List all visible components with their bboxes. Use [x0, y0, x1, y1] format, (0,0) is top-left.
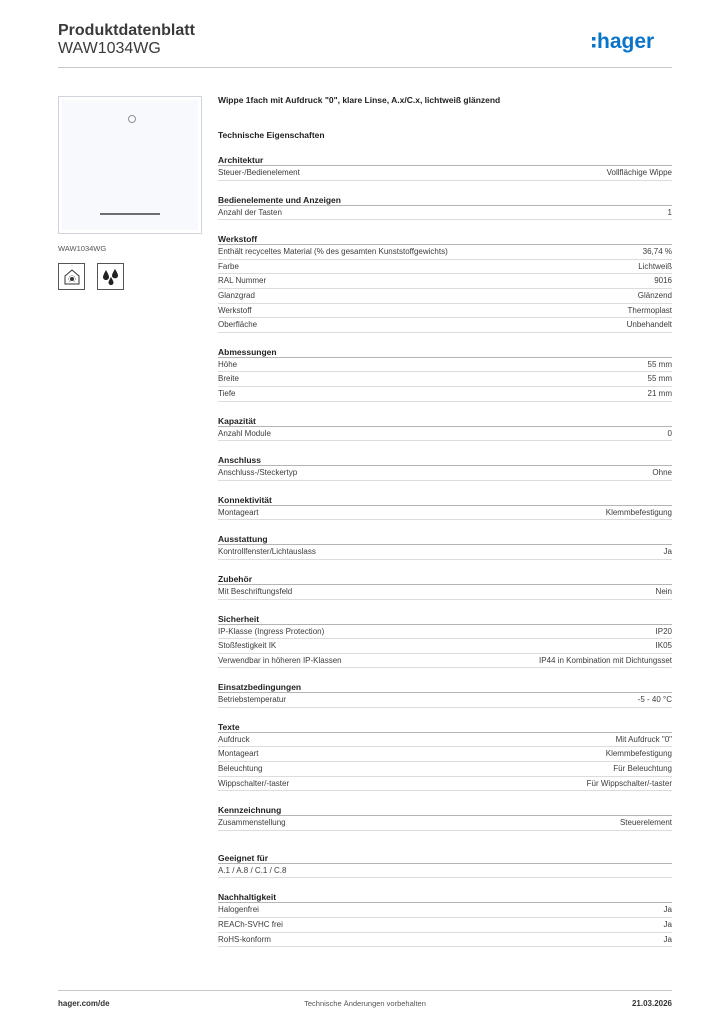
spec-row: [218, 274, 672, 289]
spec-section: [218, 495, 672, 521]
marking-line: [100, 213, 160, 215]
spec-value: 21 mm: [647, 388, 672, 398]
spec-label: Glanzgrad: [218, 290, 255, 300]
spec-value: 1: [667, 207, 672, 217]
spec-value: Mit Aufdruck "0": [615, 734, 672, 744]
spec-section: [218, 574, 672, 600]
spec-label: IP-Klasse (Ingress Protection): [218, 626, 325, 636]
spec-label: Betriebstemperatur: [218, 695, 287, 705]
spec-value: Für Beleuchtung: [613, 764, 672, 774]
page-header: [58, 20, 672, 68]
spec-label: Montageart: [218, 749, 259, 759]
spec-row: [218, 585, 672, 600]
spec-row: [218, 747, 672, 762]
spec-row: [218, 733, 672, 748]
spec-row: [218, 816, 672, 831]
section-title: Konnektivität: [218, 495, 672, 506]
spec-row: [218, 654, 672, 669]
footer-date: 21.03.2026: [631, 999, 672, 1008]
spec-value: 0: [667, 428, 672, 438]
spec-label: Mit Beschriftungsfeld: [218, 586, 293, 596]
spec-row: [218, 387, 672, 402]
spec-section: [218, 347, 672, 402]
section-title: Geeignet für: [218, 853, 672, 864]
product-description: Wippe 1fach mit Aufdruck "0", klare Linse, A.x/C.x, lichtweiß glänzend: [218, 95, 501, 105]
spec-section: [218, 534, 672, 560]
spec-value: 36,74 %: [642, 247, 672, 257]
spec-row: [218, 318, 672, 333]
spec-value: 55 mm: [647, 374, 672, 384]
spec-row: [218, 372, 672, 387]
spec-label: Beleuchtung: [218, 764, 263, 774]
product-image: [58, 96, 202, 234]
spec-label: Aufdruck: [218, 734, 250, 744]
spec-row: [218, 918, 672, 933]
spec-row: [218, 639, 672, 654]
spec-row: [218, 260, 672, 275]
section-title: Ausstattung: [218, 534, 672, 545]
spec-section: [218, 455, 672, 481]
spec-value: Nein: [655, 586, 672, 596]
spec-label: Halogenfrei: [218, 905, 259, 915]
spec-value: IP44 in Kombination mit Dichtungsset: [539, 655, 672, 665]
specifications: [218, 95, 672, 947]
section-title: Zubehör: [218, 574, 672, 585]
section-title: Werkstoff: [218, 234, 672, 245]
water-drops-icon: [97, 263, 124, 290]
spec-row: [218, 166, 672, 181]
spec-label: RoHS-konform: [218, 934, 271, 944]
spec-label: Zusammenstellung: [218, 818, 286, 828]
spec-row: [218, 245, 672, 260]
spec-row: [218, 903, 672, 918]
spec-label: RAL Nummer: [218, 276, 267, 286]
section-title: Kapazität: [218, 416, 672, 427]
spec-value: Klemmbefestigung: [605, 749, 672, 759]
spec-label: Steuer-/Bedienelement: [218, 168, 300, 177]
spec-section: [218, 195, 672, 221]
section-title: Texte: [218, 722, 672, 733]
spec-section: [218, 892, 672, 947]
spec-section: [218, 614, 672, 669]
spec-value: 9016: [654, 276, 672, 286]
section-title: Bedienelemente und Anzeigen: [218, 195, 672, 206]
indoor-light-icon: [58, 263, 85, 290]
spec-value: Vollflächige Wippe: [606, 168, 672, 177]
section-title: Architektur: [218, 155, 672, 166]
section-title: Abmessungen: [218, 347, 672, 358]
spec-value: Thermoplast: [627, 305, 672, 315]
spec-row: [218, 762, 672, 777]
product-code-label: WAW1034WG: [58, 244, 107, 253]
spec-section: [218, 155, 672, 181]
section-title: Nachhaltigkeit: [218, 892, 672, 903]
spec-label: Anzahl der Tasten: [218, 207, 282, 217]
product-code-heading: WAW1034WG: [58, 40, 161, 57]
spec-value: Lichtweiß: [638, 261, 672, 271]
spec-label: Kontrollfenster/Lichtauslass: [218, 547, 316, 557]
section-title: Kennzeichnung: [218, 805, 672, 816]
spec-row: [218, 777, 672, 792]
spec-row: [218, 427, 672, 442]
spec-value: 55 mm: [647, 359, 672, 369]
spec-row: [218, 693, 672, 708]
spec-label: A.1 / A.8 / C.1 / C.8: [218, 865, 287, 875]
section-title: Anschluss: [218, 455, 672, 466]
lens-indicator: [128, 115, 136, 123]
product-image-column: [58, 96, 202, 290]
spec-value: -5 - 40 °C: [637, 695, 672, 705]
spec-label: Breite: [218, 374, 239, 384]
hager-logo: [592, 28, 672, 54]
spec-section: [218, 805, 672, 831]
section-title: Sicherheit: [218, 614, 672, 625]
spec-section: [218, 234, 672, 333]
spec-label: Verwendbar in höheren IP-Klassen: [218, 655, 342, 665]
spec-row: [218, 864, 672, 879]
spec-label: Montageart: [218, 507, 259, 517]
spec-value: Ja: [663, 920, 672, 930]
document-title: Produktdatenblatt: [58, 22, 195, 39]
spec-row: [218, 206, 672, 221]
spec-row: [218, 358, 672, 373]
spec-row: [218, 545, 672, 560]
spec-value: Für Wippschalter/-taster: [586, 778, 672, 788]
spec-value: IP20: [655, 626, 672, 636]
spec-value: Ja: [663, 905, 672, 915]
spec-section: [218, 682, 672, 708]
spec-value: Steuerelement: [619, 818, 672, 828]
footer-note: Technische Änderungen vorbehalten: [304, 999, 426, 1008]
spec-section: [218, 853, 672, 879]
section-title: Einsatzbedingungen: [218, 682, 672, 693]
spec-row: [218, 933, 672, 948]
spec-row: [218, 506, 672, 521]
spec-value: Klemmbefestigung: [605, 507, 672, 517]
spec-label: Wippschalter/-taster: [218, 778, 290, 788]
spec-section: [218, 722, 672, 791]
spec-value: Ja: [663, 547, 672, 557]
spec-value: Unbehandelt: [626, 320, 672, 330]
svg-text:hager: hager: [597, 30, 655, 53]
spec-section: [218, 416, 672, 442]
tech-heading: Technische Eigenschaften: [218, 130, 325, 140]
spec-label: Stoßfestigkeit IK: [218, 641, 277, 651]
spec-value: IK05: [655, 641, 672, 651]
spec-label: Oberfläche: [218, 320, 258, 330]
spec-value: Ja: [663, 934, 672, 944]
spec-label: Enthält recyceltes Material (% des gesamten Kunststoffgewichts): [218, 247, 448, 257]
spec-row: [218, 466, 672, 481]
spec-value: Ohne: [652, 468, 672, 478]
certification-icons: [58, 263, 202, 290]
spec-row: [218, 625, 672, 640]
spec-label: Werkstoff: [218, 305, 252, 315]
spec-label: REACh-SVHC frei: [218, 920, 283, 930]
page-footer: [58, 990, 672, 1014]
spec-value: Glänzend: [637, 290, 672, 300]
spec-row: [218, 304, 672, 319]
spec-row: [218, 289, 672, 304]
footer-website: hager.com/de: [58, 999, 110, 1008]
spec-label: Tiefe: [218, 388, 236, 398]
spec-label: Anzahl Module: [218, 428, 271, 438]
spec-label: Höhe: [218, 359, 238, 369]
spec-label: Farbe: [218, 261, 239, 271]
spec-label: Anschluss-/Steckertyp: [218, 468, 298, 478]
